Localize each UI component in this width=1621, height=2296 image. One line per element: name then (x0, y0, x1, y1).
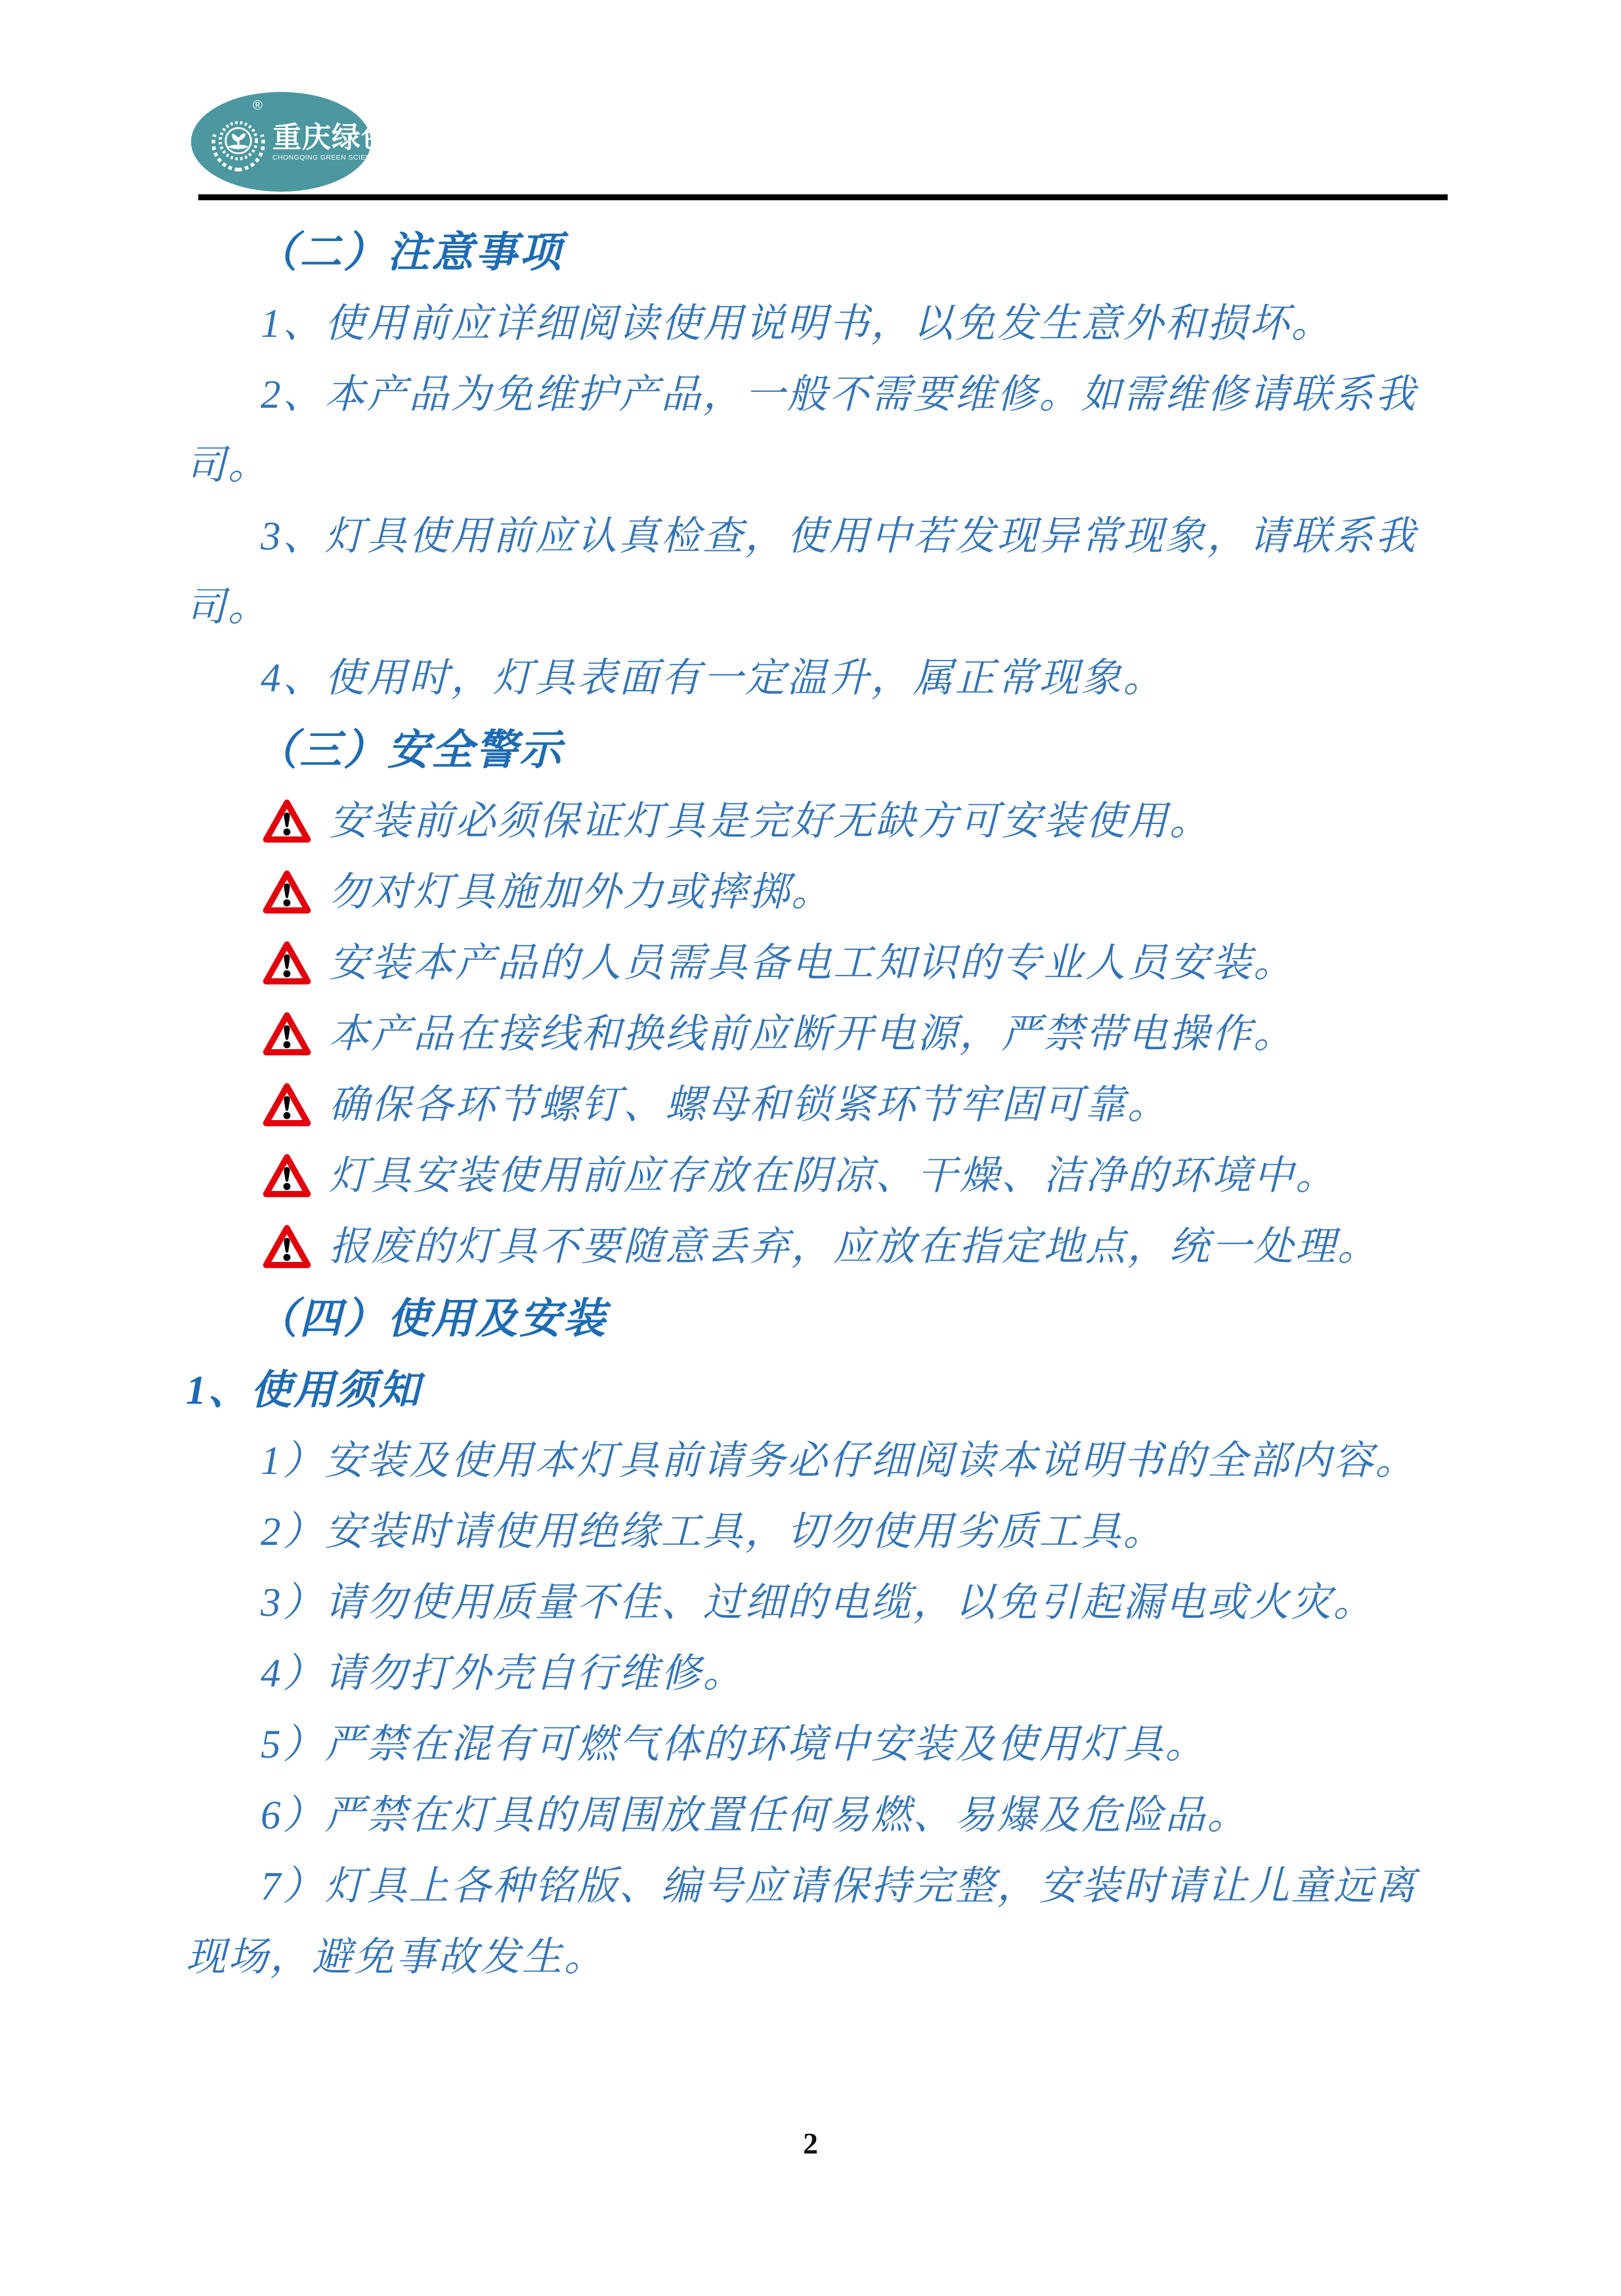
safety-warning-item (186, 857, 1441, 928)
warning-triangle-icon (262, 1224, 312, 1271)
registered-trademark-icon: ® (253, 98, 263, 113)
header-divider (198, 194, 1448, 200)
note-item: 1、使用前应详细阅读使用说明书，以免发生意外和损坏。 (261, 302, 1333, 346)
usage-item: 7）灯具上各种铭版、编号应请保持完整，安装时请让儿童远离现场，避免事故发生。 (186, 1865, 1417, 1980)
wreath-plant-emblem-icon (208, 113, 269, 173)
brand-name-chinese: 重庆绿色科技 (272, 121, 450, 154)
company-logo (191, 92, 451, 192)
warning-triangle-icon (262, 798, 312, 846)
safety-warning-item (186, 1070, 1441, 1141)
warning-triangle-icon (262, 1082, 312, 1129)
section-heading-notes: （二）注意事项 (255, 229, 563, 276)
safety-warning-item (186, 1212, 1441, 1283)
page-number: 2 (803, 2127, 818, 2160)
safety-warning-text: 勿对灯具施加外力或摔掷。 (329, 871, 834, 915)
safety-warning-text: 确保各环节螺钉、螺母和锁紧环节牢固可靠。 (329, 1083, 1170, 1127)
note-item: 4、使用时，灯具表面有一定温升，属正常现象。 (261, 657, 1165, 701)
usage-item: 4）请勿打外壳自行维修。 (261, 1652, 745, 1696)
safety-warning-item (186, 1141, 1441, 1212)
safety-warning-text: 灯具安装使用前应存放在阴凉、干燥、洁净的环境中。 (329, 1154, 1338, 1198)
safety-warning-text: 报废的灯具不要随意丢弃，应放在指定地点，统一处理。 (329, 1225, 1380, 1269)
warning-triangle-icon (262, 869, 312, 917)
note-item: 3、灯具使用前应认真检查，使用中若发现异常现象，请联系我司。 (186, 515, 1417, 630)
safety-warning-text: 安装本产品的人员需具备电工知识的专业人员安装。 (329, 942, 1296, 986)
safety-warning-text: 安装前必须保证灯具是完好无缺方可安装使用。 (329, 800, 1212, 844)
section-heading-usage: （四）使用及安装 (255, 1295, 607, 1342)
warning-triangle-icon (262, 1011, 312, 1058)
usage-item: 6）严禁在灯具的周围放置任何易燃、易爆及危险品。 (261, 1794, 1249, 1838)
note-item: 2、本产品为免维护产品，一般不需要维修。如需维修请联系我司。 (186, 373, 1417, 488)
safety-warning-item (186, 999, 1441, 1070)
logo-text (272, 123, 451, 162)
brand-name-english: CHONGQING GREEN SCIENCE AND TECHNOLOGY (272, 154, 451, 162)
safety-warning-item (186, 787, 1441, 857)
usage-item: 3）请勿使用质量不佳、过细的电缆，以免引起漏电或火灾。 (261, 1581, 1375, 1625)
usage-subheading: 1、使用须知 (186, 1368, 422, 1413)
usage-item: 1）安装及使用本灯具前请务必仔细阅读本说明书的全部内容。 (261, 1439, 1417, 1483)
warning-triangle-icon (262, 940, 312, 987)
warning-triangle-icon (262, 1153, 312, 1200)
usage-item: 2）安装时请使用绝缘工具，切勿使用劣质工具。 (261, 1510, 1165, 1554)
safety-warning-text: 本产品在接线和换线前应断开电源，严禁带电操作。 (329, 1012, 1296, 1056)
section-heading-safety: （三）安全警示 (255, 727, 563, 773)
usage-item: 5）严禁在混有可燃气体的环境中安装及使用灯具。 (261, 1723, 1207, 1767)
document-content (186, 217, 1441, 1993)
safety-warning-item (186, 928, 1441, 999)
